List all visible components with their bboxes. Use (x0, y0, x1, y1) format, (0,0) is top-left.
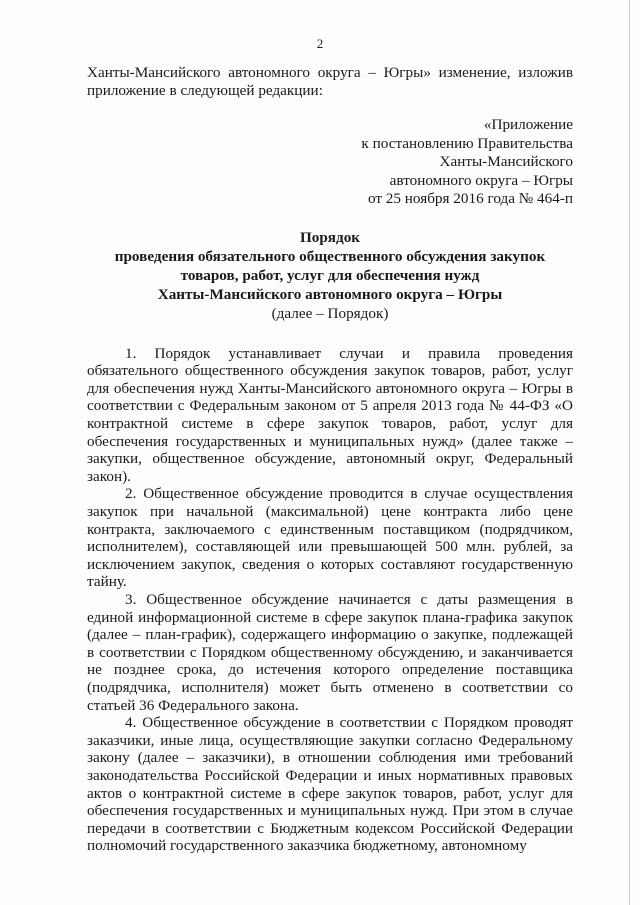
heading-line: Ханты-Мансийского автономного округа – Югры (157, 285, 503, 303)
document-heading (87, 228, 573, 323)
paragraph-2: 2. Общественное обсуждение проводится в случае осуществления закупок при начальной (максимальной) цене контракта либо цене контракта, заключаемого с единственным поставщиком (подрядчиком, исполнителем), составляющей или превышающей 500 млн. рублей, за исключением закупок, сведения о которых составляют государственную тайну. (87, 485, 573, 591)
appendix-reference (87, 116, 573, 209)
paragraph-1: 1. Порядок устанавливает случаи и правила проведения обязательного общественного обсуждения закупок товаров, работ, услуг для обеспечения нужд Ханты-Мансийского автономного округа – Югры в соответствии с Федеральным законом от 5 апреля 2013 года № 44-ФЗ «О контрактной системе в сфере закупок товаров, работ, услуг для обеспечения государственных и муниципальных нужд» (далее также – закупки, общественное обсуждение, автономный округ, Федеральный закон). (87, 344, 573, 485)
intro-paragraph: Ханты-Мансийского автономного округа – Югры» изменение, изложив приложение в следующей редакции: (87, 64, 573, 99)
heading-line: товаров, работ, услуг для обеспечения нужд (180, 266, 480, 284)
paragraph-4: 4. Общественное обсуждение в соответствии с Порядком проводят заказчики, иные лица, осуществляющие закупки согласно Федеральному закону (далее – заказчики), в отношении соблюдения ими требований законодательства Российской Федерации и иных нормативных правовых актов о контрактной системе в сфере закупок товаров, работ, услуг для обеспечения государственных и муниципальных нужд. При этом в случае передачи в соответствии с Бюджетным кодексом Российской Федерации полномочий государственного заказчика бюджетному, автономному (87, 714, 573, 855)
appendix-line: к постановлению Правительства (361, 134, 573, 152)
document-body (87, 64, 573, 855)
paragraph-3: 3. Общественное обсуждение начинается с даты размещения в единой информационной системе в сфере закупок плана-графика закупок (далее – план-график), содержащего информацию о закупке, подлежащей в соответствии с Порядком общественному обсуждению, и заканчивается не позднее срока, до истечения которого определение поставщика (подрядчика, исполнителя) может быть отменено в соответствии со статьей 36 Федерального закона. (87, 591, 573, 714)
appendix-line: от 25 ноября 2016 года № 464-п (367, 190, 573, 208)
page-number: 2 (316, 36, 324, 51)
appendix-line: «Приложение (483, 116, 573, 134)
appendix-line: автономного округа – Югры (389, 171, 573, 189)
heading-line: проведения обязательного общественного обсуждения закупок (114, 247, 546, 265)
heading-title: Порядок (299, 228, 361, 246)
heading-note: (далее – Порядок) (271, 304, 389, 322)
appendix-line: Ханты-Мансийского (439, 153, 573, 171)
page-edge-line (629, 0, 630, 905)
